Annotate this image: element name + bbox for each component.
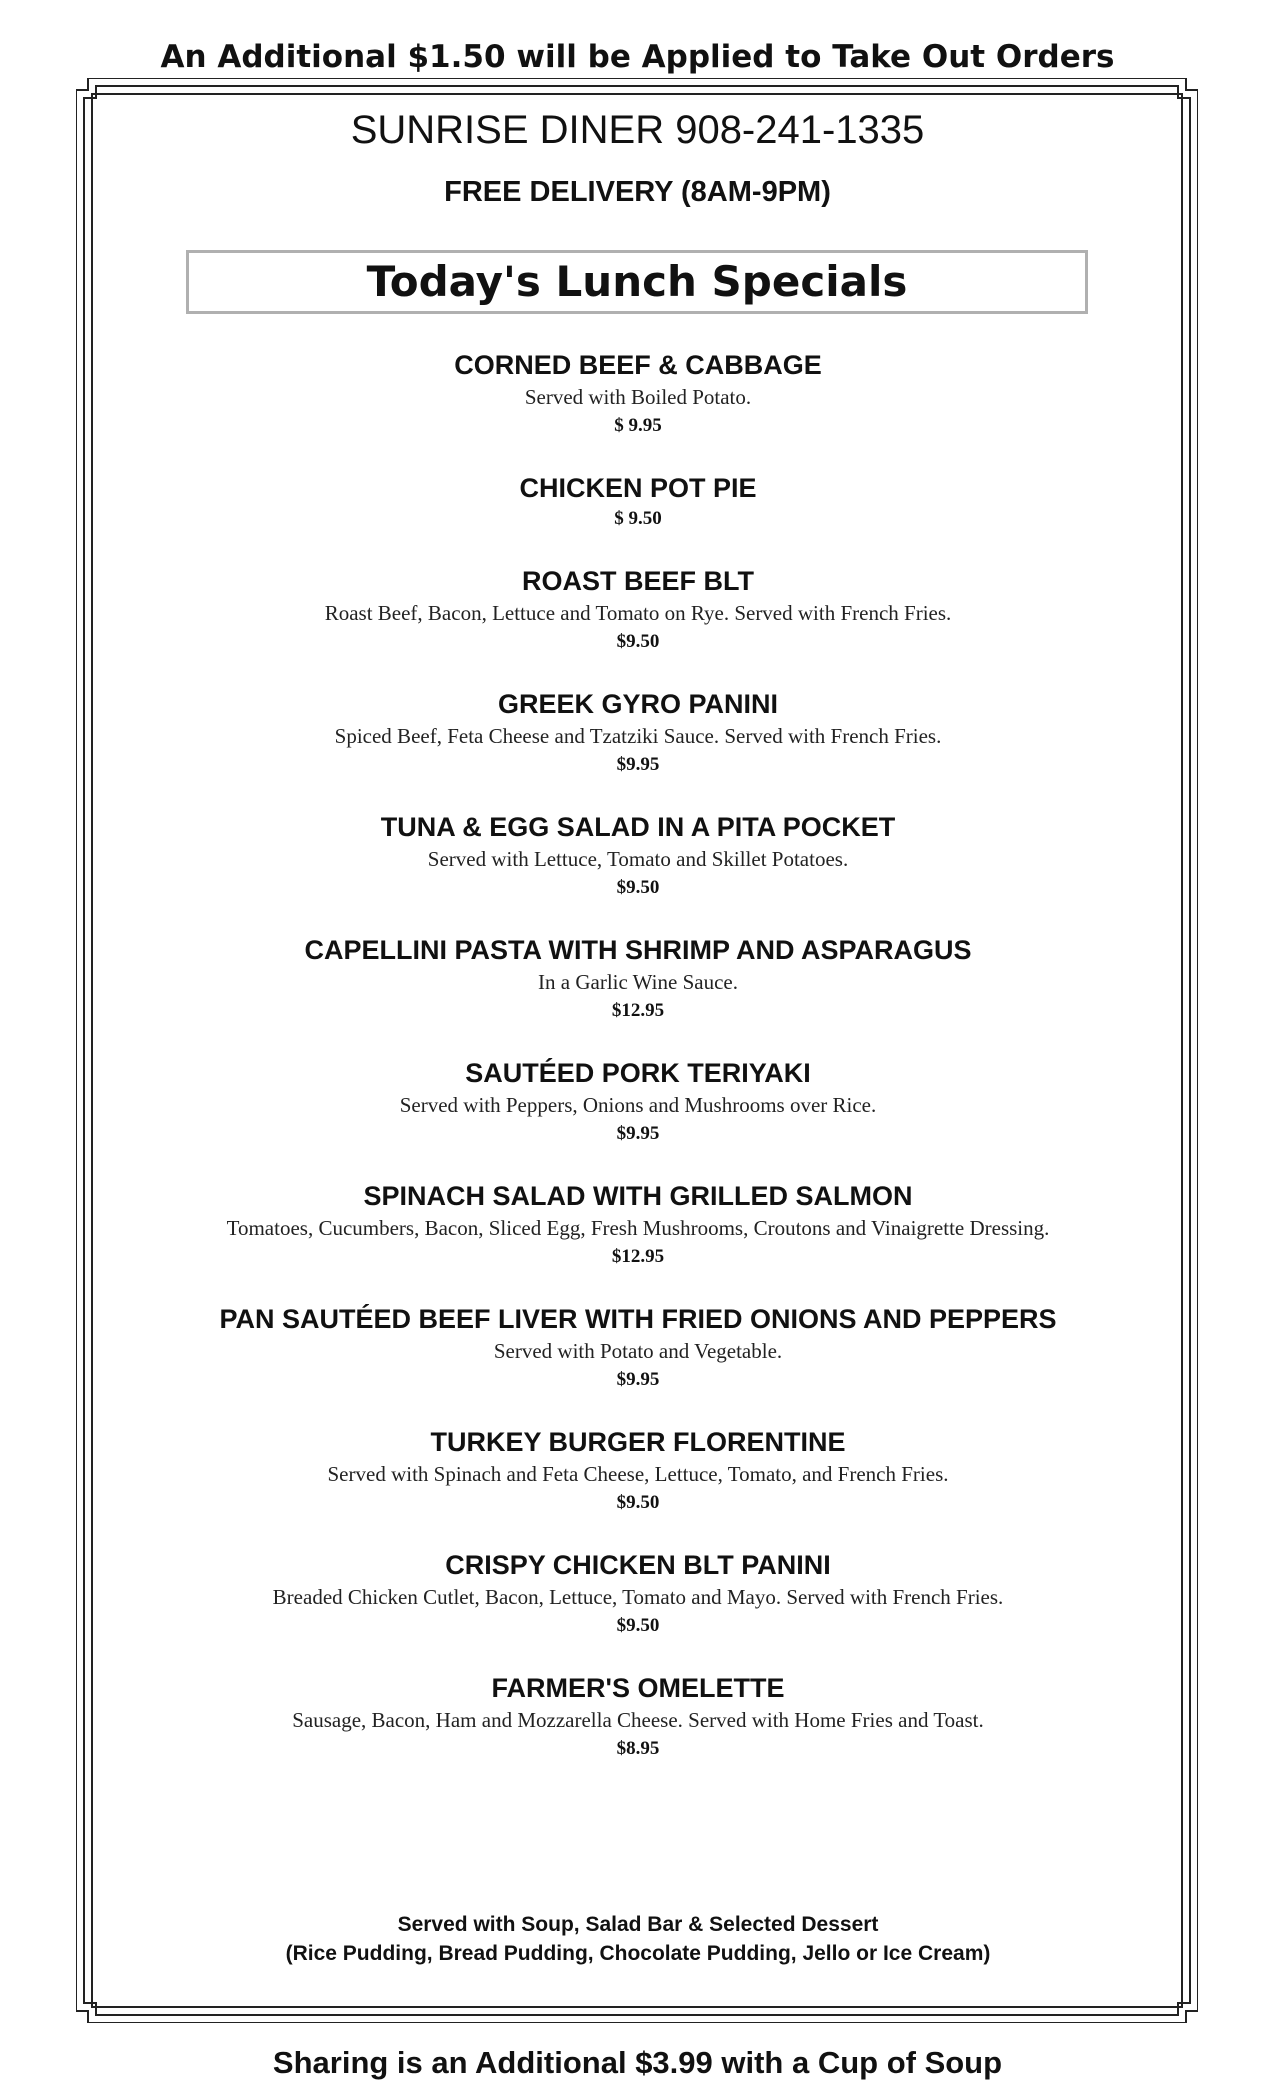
menu-item-name: CRISPY CHICKEN BLT PANINI: [445, 1550, 831, 1580]
menu-item-description: Sausage, Bacon, Ham and Mozzarella Cheese. Served with Home Fries and Toast.: [292, 1708, 984, 1732]
menu-item-name: GREEK GYRO PANINI: [497, 689, 779, 719]
menu-item-description: Breaded Chicken Cutlet, Bacon, Lettuce, Tomato and Mayo. Served with French Fries.: [272, 1585, 1004, 1609]
menu-item: [186, 1548, 1090, 1639]
sharing-notice: Sharing is an Additional $3.99 with a Cup of Soup: [272, 2045, 1003, 2080]
menu-item-description: Served with Peppers, Onions and Mushrooms over Rice.: [399, 1093, 877, 1117]
menu-item-price: $9.50: [616, 877, 660, 898]
menu-item-price: $9.50: [616, 1615, 660, 1636]
menu-item-name: TUNA & EGG SALAD IN A PITA POCKET: [380, 812, 896, 842]
menu-item-price: $9.95: [616, 1369, 660, 1390]
included-sides-line: Served with Soup, Salad Bar & Selected Dessert: [397, 1913, 879, 1936]
menu-item-name: SAUTÉED PORK TERIYAKI: [465, 1058, 811, 1088]
menu-item-name: SPINACH SALAD WITH GRILLED SALMON: [363, 1181, 913, 1211]
menu-item-name: CAPELLINI PASTA WITH SHRIMP AND ASPARAGUS: [304, 935, 972, 965]
dessert-options-line: (Rice Pudding, Bread Pudding, Chocolate Pudding, Jello or Ice Cream): [285, 1942, 991, 1965]
menu-item-price: $ 9.50: [614, 508, 662, 529]
takeout-notice: An Additional $1.50 will be Applied to Take Out Orders: [160, 39, 1115, 75]
menu-item-price: $9.50: [616, 631, 660, 652]
menu-item-name: CORNED BEEF & CABBAGE: [454, 350, 822, 380]
included-sides-note: [186, 1910, 1090, 1968]
menu-item-price: $9.95: [616, 1123, 660, 1144]
menu-item: [186, 1302, 1090, 1393]
menu-item: [186, 471, 1090, 532]
page-title: Today's Lunch Specials: [186, 250, 1088, 314]
menu-item-description: Served with Potato and Vegetable.: [493, 1339, 783, 1363]
menu-item-price: $12.95: [611, 1000, 665, 1021]
menu-item: [186, 687, 1090, 778]
menu-item: [186, 564, 1090, 655]
specials-list: [186, 348, 1090, 1794]
menu-item-description: Served with Spinach and Feta Cheese, Lettuce, Tomato, and French Fries.: [327, 1462, 949, 1486]
menu-item-price: $8.95: [616, 1738, 660, 1759]
menu-item: [186, 1179, 1090, 1270]
menu-item-description: Tomatoes, Cucumbers, Bacon, Sliced Egg, Fresh Mushrooms, Croutons and Vinaigrette Dressing.: [226, 1216, 1050, 1240]
delivery-hours: FREE DELIVERY (8AM-9PM): [444, 176, 831, 208]
menu-item: [186, 348, 1090, 439]
menu-item-description: Served with Lettuce, Tomato and Skillet Potatoes.: [427, 847, 849, 871]
menu-item: [186, 933, 1090, 1024]
menu-item-name: CHICKEN POT PIE: [519, 473, 757, 503]
menu-item-price: $9.95: [616, 754, 660, 775]
menu-item-description: In a Garlic Wine Sauce.: [538, 970, 738, 994]
menu-item-name: ROAST BEEF BLT: [522, 566, 754, 596]
menu-item-name: TURKEY BURGER FLORENTINE: [430, 1427, 846, 1457]
menu-item-price: $12.95: [611, 1246, 665, 1267]
menu-item: [186, 1056, 1090, 1147]
menu-item-name: PAN SAUTÉED BEEF LIVER WITH FRIED ONIONS AND PEPPERS: [219, 1304, 1057, 1334]
menu-item-price: $9.50: [616, 1492, 660, 1513]
menu-item-description: Served with Boiled Potato.: [524, 385, 752, 409]
restaurant-name: SUNRISE DINER 908-241-1335: [350, 108, 925, 152]
menu-item: [186, 1425, 1090, 1516]
menu-item-name: FARMER'S OMELETTE: [491, 1673, 785, 1703]
menu-item: [186, 810, 1090, 901]
menu-item: [186, 1671, 1090, 1762]
menu-item-price: $ 9.95: [614, 415, 662, 436]
menu-item-description: Roast Beef, Bacon, Lettuce and Tomato on Rye. Served with French Fries.: [324, 601, 952, 625]
menu-item-description: Spiced Beef, Feta Cheese and Tzatziki Sauce. Served with French Fries.: [334, 724, 942, 748]
